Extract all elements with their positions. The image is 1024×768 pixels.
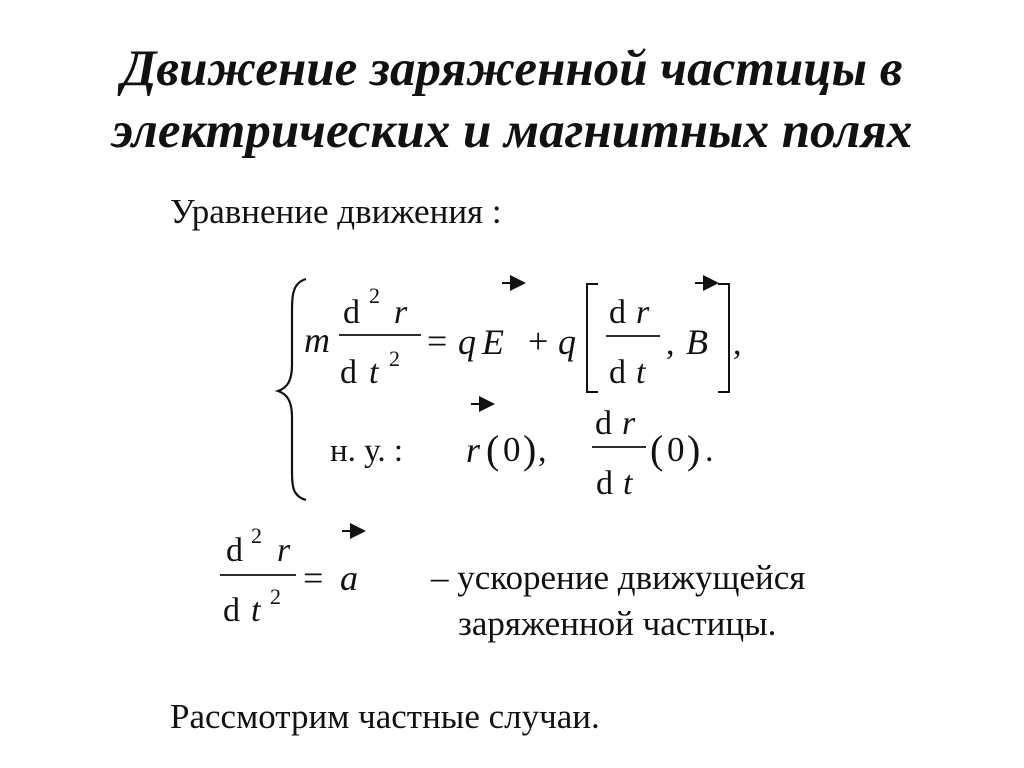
- acceleration-description-line-1: – ускорение движущейся: [431, 558, 806, 597]
- initial-separator-comma: ,: [538, 432, 547, 469]
- velocity-denominator-t: t: [636, 354, 646, 391]
- conclusion-text: Рассмотрим частные случаи.: [170, 697, 600, 736]
- acceleration-description-line-2: заряженной частицы.: [458, 604, 777, 643]
- initial-velocity-numerator-d: d: [595, 405, 612, 442]
- acceleration-numerator-power: 2: [251, 523, 262, 548]
- electric-field-e: E: [482, 322, 504, 362]
- fraction-denominator-power: 2: [389, 346, 400, 371]
- acceleration-numerator-d: d: [226, 532, 243, 569]
- magnetic-field-b: B: [686, 322, 708, 362]
- velocity-numerator-r: r: [636, 294, 650, 331]
- initial-velocity-denominator-t: t: [623, 465, 633, 502]
- acceleration-symbol: a: [340, 558, 358, 598]
- initial-velocity-zero: 0: [667, 430, 685, 469]
- initial-velocity-numerator-r: r: [622, 405, 636, 442]
- plus-sign: +: [528, 321, 549, 361]
- initial-conditions-label: н. у. :: [330, 433, 404, 469]
- fraction-numerator-d: d: [343, 294, 360, 331]
- initial-r-open-paren: (: [486, 427, 500, 472]
- initial-r-close-paren: ): [523, 427, 537, 472]
- acceleration-numerator-r: r: [277, 532, 291, 569]
- left-square-bracket: [587, 284, 598, 392]
- velocity-numerator-d: d: [609, 294, 626, 331]
- fraction-denominator-d: d: [340, 354, 357, 391]
- equals-sign-1: =: [427, 321, 448, 361]
- trailing-comma-1: ,: [733, 325, 742, 362]
- equals-sign-2: =: [303, 558, 324, 598]
- right-square-bracket: [718, 284, 729, 392]
- velocity-denominator-d: d: [609, 354, 626, 391]
- initial-r-zero: 0: [503, 430, 521, 469]
- acceleration-denominator-t: t: [251, 592, 261, 629]
- fraction-numerator-power: 2: [369, 283, 380, 308]
- acceleration-denominator-d: d: [223, 592, 240, 629]
- initial-r-symbol: r: [466, 430, 481, 470]
- charge-q-1: q: [458, 322, 476, 362]
- equation-of-motion-label: Уравнение движения :: [170, 192, 502, 231]
- title-line-1: Движение заряженной частицы в: [121, 41, 903, 97]
- fraction-numerator-r: r: [394, 294, 408, 331]
- initial-velocity-close-paren: ): [687, 427, 701, 472]
- title-line-2: электрических и магнитных полях: [111, 103, 913, 159]
- acceleration-denominator-power: 2: [270, 584, 281, 609]
- system-brace: [278, 279, 306, 500]
- initial-velocity-dot: .: [705, 432, 714, 469]
- fraction-denominator-t: t: [369, 354, 379, 391]
- mass-symbol: m: [304, 320, 330, 360]
- comma-in-bracket: ,: [666, 325, 675, 362]
- initial-velocity-open-paren: (: [650, 427, 664, 472]
- initial-velocity-denominator-d: d: [596, 465, 613, 502]
- charge-q-2: q: [558, 322, 576, 362]
